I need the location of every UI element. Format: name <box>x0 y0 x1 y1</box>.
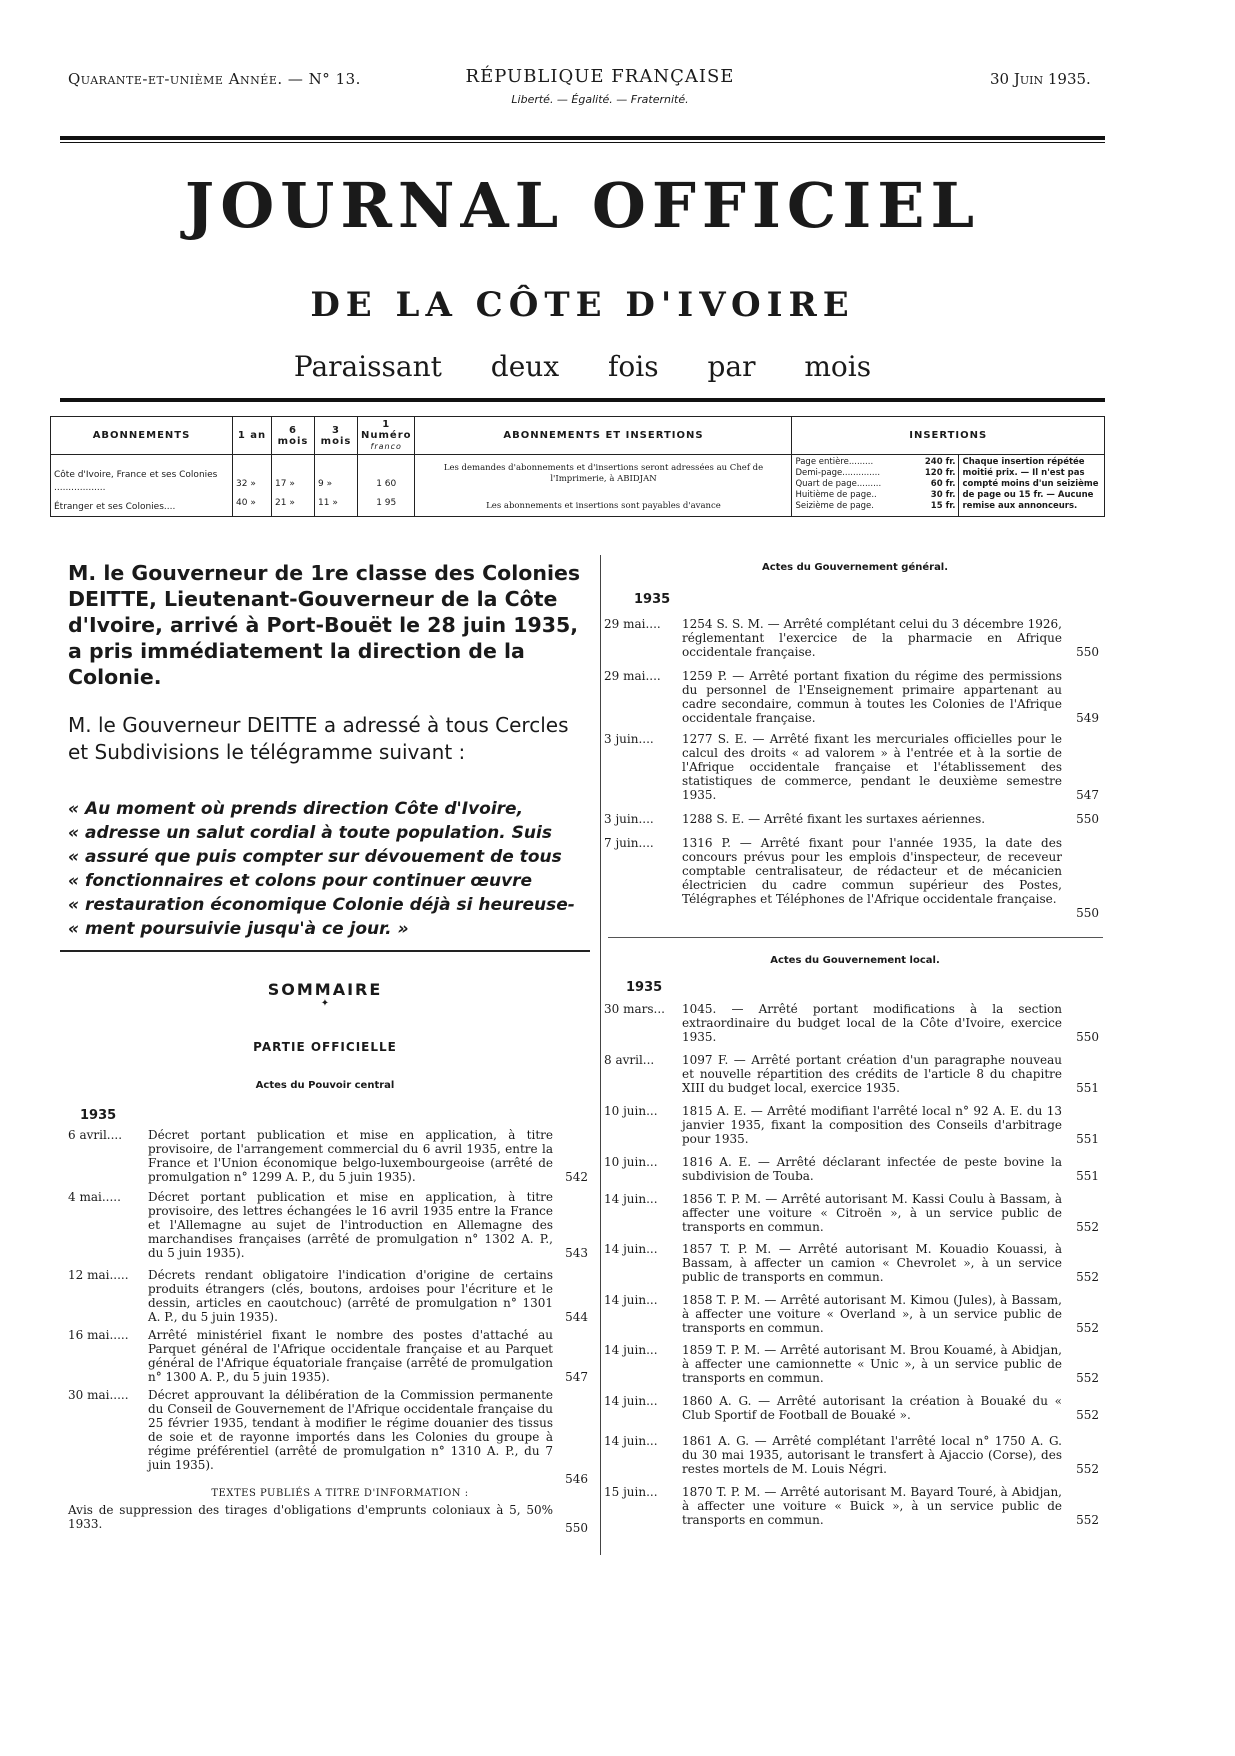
list-item: 4 mai..... Décret portant publication et mise en application, à titre provisoire, des lettres échangées le 16 avril 1935 entre la France et l'Allemagne au sujet de l'introduction en Allemagne des marchandises françaises (arrêté de promulgation n° 1302 A. P., du 5 juin 1935). 543 <box>68 1190 588 1260</box>
top-rule-thin <box>60 142 1105 143</box>
subscription-table: ABONNEMENTS 1 an 6 mois 3 mois 1 Numéro franco ABONNEMENTS ET INSERTIONS INSERTIONS Côte d'Ivoire, France et ses Colonies .................. Étranger et ses Colonies.... 32 » 40 » 17 » 21 » 9 » 11 » 1 60 1 95 Les demandes d'abonnements et d'insertions seront adressées au Chef de l'Imprimerie, à ABIDJAN Les abonnements et insertions sont payables d'avance Page entière......... 240 fr. Demi-page.............. 120 fr. Quart de page......... 60 fr. Huitième de page.. 30 fr. Seizième de page. 15 fr. Chaque insertion répétée moitié prix. — Il n'est pas compté moins d'un seizième de page ou 15 fr. — Aucune remise aux annonceurs. <box>50 416 1105 517</box>
list-item: 16 mai..... Arrêté ministériel fixant le nombre des postes d'attaché au Parquet général de l'Afrique occidentale française et au Parquet général de l'Afrique équatoriale française (arrêté de promulgation n° 1300 A. P., du 5 juin 1935). 547 <box>68 1328 588 1384</box>
gouv-general-head: Actes du Gouvernement général. <box>761 562 949 573</box>
sommaire-title: SOMMAIRE <box>267 980 383 999</box>
list-item: 8 avril... 1097 F. — Arrêté portant création d'un paragraphe nouveau et nouvelle répartition des crédits de l'article 8 du chapitre XIII du budget local, exercice 1935. 551 <box>604 1053 1099 1095</box>
list-item: 10 juin... 1816 A. E. — Arrêté déclarant infectée de peste bovine la subdivision de Touba. 551 <box>604 1155 1099 1183</box>
subscription-info: Les demandes d'abonnements et d'insertions seront adressées au Chef de l'Imprimerie, à ABIDJAN Les abonnements et insertions sont payables d'avance <box>415 455 792 517</box>
list-item: 30 mars... 1045. — Arrêté portant modifications à la section extraordinaire du budget local de la Côte d'Ivoire, exercice 1935. 550 <box>604 1002 1099 1044</box>
section-rule <box>60 950 590 952</box>
republic-name: RÉPUBLIQUE FRANÇAISE <box>465 66 735 87</box>
list-item: 30 mai..... Décret approuvant la délibération de la Commission permanente du Conseil de Gouvernement de l'Afrique occidentale française du 25 février 1935, tendant à modifier le régime douanier des tissus de soie et de rayonne importés dans les Colonies du groupe à régime préférentiel (arrêté de promulgation n° 1310 A. P., du 7 juin 1935). 546 <box>68 1388 588 1486</box>
section-rule <box>608 937 1103 938</box>
list-item: 14 juin... 1859 T. P. M. — Arrêté autorisant M. Brou Kouamé, à Abidjan, à affecter une camionnette « Unic », à un service public de transports en commun. 552 <box>604 1343 1099 1385</box>
list-item: Avis de suppression des tirages d'obligations d'emprunts coloniaux à 5, 50% 1933. 550 <box>68 1503 588 1535</box>
telegram-text: « Au moment où prends direction Côte d'Ivoire, « adresse un salut cordial à toute population. Suis « assuré que puis compter sur dévouement de tous « fonctionnaires et colons pour continuer œuvre « restauration économique Colonie déjà si heureuse- « ment poursuivie jusqu'à ce jour. » <box>68 799 575 939</box>
insertion-rates: Page entière......... 240 fr. Demi-page.............. 120 fr. Quart de page......... 60 fr. Huitième de page.. 30 fr. Seizième de page. 15 fr. <box>792 455 959 517</box>
gouv-local-year: 1935 <box>626 980 663 995</box>
list-item: 3 juin.... 1277 S. E. — Arrêté fixant les mercuriales officielles pour le calcul des droits « ad valorem » à l'entrée et à la sortie de l'Afrique occidentale française et l'établissement des statistiques de commerce, pendant le deuxième semestre 1935. 547 <box>604 732 1099 802</box>
gouv-general-year: 1935 <box>634 592 671 607</box>
journal-title: JOURNAL OFFICIEL <box>184 169 981 242</box>
announcement-telegram-intro: M. le Gouverneur DEITTE a adressé à tous Cercles et Subdivisions le télégramme suivant : <box>68 713 569 764</box>
info-head: TEXTES PUBLIÉS A TITRE D'INFORMATION : <box>211 1488 469 1499</box>
announcement-lead: M. le Gouverneur de 1re classe des Colonies DEITTE, Lieutenant-Gouverneur de la Côte d'Ivoire, arrivé à Port-Bouët le 28 juin 1935, a pris immédiatement la direction de la Colonie. <box>68 561 581 689</box>
list-item: 10 juin... 1815 A. E. — Arrêté modifiant l'arrêté local n° 92 A. E. du 13 janvier 1935, fixant la composition des Conseils d'arbitrage pour 1935. 551 <box>604 1104 1099 1146</box>
republic-header <box>430 66 770 106</box>
motto: Liberté. — Égalité. — Fraternité. <box>511 93 689 106</box>
list-item: 14 juin... 1857 T. P. M. — Arrêté autorisant M. Kouadio Kouassi, à Bassam, à affecter un camion « Chevrolet », à un service public de transports en commun. 552 <box>604 1242 1099 1284</box>
top-rule <box>60 136 1105 140</box>
list-item: 15 juin... 1870 T. P. M. — Arrêté autorisant M. Bayard Touré, à Abidjan, à affecter une voiture « Buick », à un service public de transports en commun. 552 <box>604 1485 1099 1527</box>
col-1an: 1 an <box>233 417 272 455</box>
list-item: 3 juin.... 1288 S. E. — Arrêté fixant les surtaxes aériennes. 550 <box>604 812 1099 826</box>
list-item: 14 juin... 1858 T. P. M. — Arrêté autorisant M. Kimou (Jules), à Bassam, à affecter une voiture « Overland », à un service public de transports en commun. 552 <box>604 1293 1099 1335</box>
journal-page: Quarante-et-unième Année. — N° 13. RÉPUBLIQUE FRANÇAISE Liberté. — Égalité. — Fraternité. 30 Juin 1935. JOURNAL OFFICIEL DE LA CÔTE D'IVOIRE Paraissant deux fois par mois ABONNEMENTS 1 an 6 mois 3 mois 1 Numéro franco ABONNEMENTS ET INSERTIONS INSERTIONS Côte d'Ivoire, France et ses Colonies .................. Étranger et ses Colonies.... 32 » 40 » 17 » 21 » 9 » 11 » 1 60 1 95 Les demandes d'abonnements et d'insertions seront adressées au Chef de l'Imprimerie, à ABIDJAN Les abonnements et insertions sont payables d'avance Page entière......... 240 fr. Demi-page.............. 120 fr. Quart de page......... 60 fr. Huitième de page.. 30 fr. Seizième de page. 15 fr. Chaque insertion répétée moitié prix. — Il n'est pas compté moins d'un seizième de page ou 15 fr. — Aucune remise aux annonceurs. M. le Gouverneur de 1re classe des Colonies DEITTE, Lieutenant-Gouverneur de la Côte d'Ivoire, arrivé à Port-Bouët le 28 juin 1935, a pris immédiatement la direction de la Colonie. M. le Gouverneur DEITTE a adressé à tous Cercles et Subdivisions le télégramme suivant : « Au moment où prends direction Côte d'Ivoire, « adresse un salut cordial à toute population. Suis « assuré que puis compter sur dévouement de tous « fonctionnaires et colons pour continuer œuvre « restauration économique Colonie déjà si heureuse- « ment poursuivie jusqu'à ce jour. » SOMMAIRE ✦ PARTIE OFFICIELLE Actes du Pouvoir central 1935 6 avril.... Décret portant publication et mise en application, à titre provisoire, de l'arrangement commercial du 6 avril 1935, entre la France et l'Union économique belgo-luxembourgeoise (arrêté de promulgation n° 1299 A. P., du 5 juin 1935). 542 4 mai..... Décret portant publication et mise en application, à titre provisoire, des lettres échangées le 16 avril 1935 entre la France et l'Allemagne au sujet de l'introduction en Allemagne des marchandises françaises (arrêté de promulgation n° 1302 A. P., du 5 juin 1935). 543 12 mai..... Décrets rendant obligatoire l'indication d'origine de certains produits étrangers (clés, boutons, ardoises pour l'écriture et le dessin, articles en caoutchouc) (arrêté de promulgation n° 1301 A. P., du 5 juin 1935). 544 16 mai..... Arrêté ministériel fixant le nombre des postes d'attaché au Parquet général de l'Afrique occidentale française et au Parquet général de l'Afrique équatoriale française (arrêté de promulgation n° 1300 A. P., du 5 juin 1935). 547 30 mai..... Décret approuvant la délibération de la Commission permanente du Conseil de Gouvernement de l'Afrique occidentale française du 25 février 1935, tendant à modifier le régime douanier des tissus de soie et de rayonne importés dans les Colonies du groupe à régime préférentiel (arrêté de promulgation n° 1310 A. P., du 7 juin 1935). 546 TEXTES PUBLIÉS A TITRE D'INFORMATION : Avis de suppression des tirages d'obligations d'emprunts coloniaux à 5, 50% 1933. 550 Actes du Gouvernement général. 1935 29 mai.... 1254 S. S. M. — Arrêté complétant celui du 3 décembre 1926, réglementant l'exercice de la pharmacie en Afrique occidentale française. 550 29 mai.... 1259 P. — Arrêté portant fixation du régime des permissions du personnel de l'Enseignement primaire appartenant au cadre secondaire, commun à toutes les Colonies de l'Afrique occidentale française. 549 3 juin.... 1277 S. E. — Arrêté fixant les mercuriales officielles pour le calcul des droits « ad valorem » à l'entrée et à la sortie de l'Afrique occidentale française et l'établissement des statistiques de commerce, pendant le deuxième semestre 1935. 547 3 juin.... 1288 S. E. — Arrêté fixant les surtaxes aériennes. 550 7 juin.... 1316 P. — Arrêté fixant pour l'année 1935, la date des concours prévus pour les emplois d'inspecteur, de receveur comptable centralisateur, de rédacteur et de mécanicien électricien du cadre commun supérieur des Postes, Télégraphes et Téléphones de l'Afrique occidentale française. 550 Actes du Gouvernement local. 1935 30 mars... 1045. — Arrêté portant modifications à la section extraordinaire du budget local de la Côte d'Ivoire, exercice 1935. 550 8 avril... 1097 F. — Arrêté portant création d'un paragraphe nouveau et nouvelle répartition des crédits de l'article 8 du chapitre XIII du budget local, exercice 1935. 551 10 juin... 1815 A. E. — Arrêté modifiant l'arrêté local n° 92 A. E. du 13 janvier 1935, fixant la composition des Conseils d'arbitrage pour 1935. 551 10 juin... 1816 A. E. — Arrêté déclarant infectée de peste bovine la subdivision de Touba. 551 14 juin... 1856 T. P. M. — Arrêté autorisant M. Kassi Coulu à Bassam, à affecter une voiture « Citroën », à un service public de transports en commun. 552 14 juin... 1857 T. P. M. — Arrêté autorisant M. Kouadio Kouassi, à Bassam, à affecter un camion « Chevrolet », à un service public de transports en commun. 552 14 juin... 1858 T. P. M. — Arrêté autorisant M. Kimou (Jules), à Bassam, à affecter une voiture « Overland », à un service public de transports en commun. 552 14 juin... 1859 T. P. M. — Arrêté autorisant M. Brou Kouamé, à Abidjan, à affecter une camionnette « Unic », à un service public de transports en commun. 552 14 juin... 1860 A. G. — Arrêté autorisant la création à Bouaké du « Club Sportif de Football de Bouaké ». 552 14 juin... 1861 A. G. — Arrêté complétant l'arrêté local n° 1750 A. G. du 30 mai 1935, autorisant le transfert à Ajaccio (Corse), des restes mortels de M. Louis Négri. 552 15 juin... 1870 T. P. M. — Arrêté autorisant M. Bayard Touré, à Abidjan, à affecter une voiture « Buick », à un service public de transports en commun. 552 <box>0 0 1235 1756</box>
row-labels: Côte d'Ivoire, France et ses Colonies .................. Étranger et ses Colonies.... <box>51 455 233 517</box>
col-insertions: INSERTIONS <box>792 417 1105 455</box>
column-divider <box>600 555 601 1555</box>
col-abonnements: ABONNEMENTS <box>51 417 233 455</box>
list-item: 14 juin... 1856 T. P. M. — Arrêté autorisant M. Kassi Coulu à Bassam, à affecter une voiture « Citroën », à un service public de transports en commun. 552 <box>604 1192 1099 1234</box>
list-item: 29 mai.... 1259 P. — Arrêté portant fixation du régime des permissions du personnel de l'Enseignement primaire appartenant au cadre secondaire, commun à toutes les Colonies de l'Afrique occidentale française. 549 <box>604 669 1099 725</box>
col-center: ABONNEMENTS ET INSERTIONS <box>415 417 792 455</box>
journal-subtitle: DE LA CÔTE D'IVOIRE <box>310 285 855 325</box>
list-item: 29 mai.... 1254 S. S. M. — Arrêté complétant celui du 3 décembre 1926, réglementant l'exercice de la pharmacie en Afrique occidentale française. 550 <box>604 617 1099 659</box>
insertion-note: Chaque insertion répétée moitié prix. — Il n'est pas compté moins d'un seizième de page ou 15 fr. — Aucune remise aux annonceurs. <box>959 455 1105 517</box>
gouv-local-head: Actes du Gouvernement local. <box>770 955 940 966</box>
issue-date: 30 Juin 1935. <box>990 70 1091 88</box>
list-item: 14 juin... 1861 A. G. — Arrêté complétant l'arrêté local n° 1750 A. G. du 30 mai 1935, autorisant le transfert à Ajaccio (Corse), des restes mortels de M. Louis Négri. 552 <box>604 1434 1099 1476</box>
list-item: 12 mai..... Décrets rendant obligatoire l'indication d'origine de certains produits étrangers (clés, boutons, ardoises pour l'écriture et le dessin, articles en caoutchouc) (arrêté de promulgation n° 1301 A. P., du 5 juin 1935). 544 <box>68 1268 588 1324</box>
issue-number: Quarante-et-unième Année. — N° 13. <box>68 70 361 88</box>
col-numero: 1 Numéro franco <box>358 417 415 455</box>
col-3mois: 3 mois <box>315 417 358 455</box>
publication-frequency: Paraissant deux fois par mois <box>293 350 872 383</box>
col-6mois: 6 mois <box>272 417 315 455</box>
partie-officielle: PARTIE OFFICIELLE <box>253 1040 397 1054</box>
list-item: 14 juin... 1860 A. G. — Arrêté autorisant la création à Bouaké du « Club Sportif de Football de Bouaké ». 552 <box>604 1394 1099 1422</box>
list-item: 7 juin.... 1316 P. — Arrêté fixant pour l'année 1935, la date des concours prévus pour les emplois d'inspecteur, de receveur comptable centralisateur, de rédacteur et de mécanicien électricien du cadre commun supérieur des Postes, Télégraphes et Téléphones de l'Afrique occidentale française. 550 <box>604 836 1099 920</box>
sommaire-year: 1935 <box>80 1108 117 1123</box>
list-item: 6 avril.... Décret portant publication et mise en application, à titre provisoire, de l'arrangement commercial du 6 avril 1935, entre la France et l'Union économique belgo-luxembourgeoise (arrêté de promulgation n° 1299 A. P., du 5 juin 1935). 542 <box>68 1128 588 1184</box>
pouvoir-central-head: Actes du Pouvoir central <box>255 1080 395 1091</box>
masthead-rule <box>60 398 1105 402</box>
